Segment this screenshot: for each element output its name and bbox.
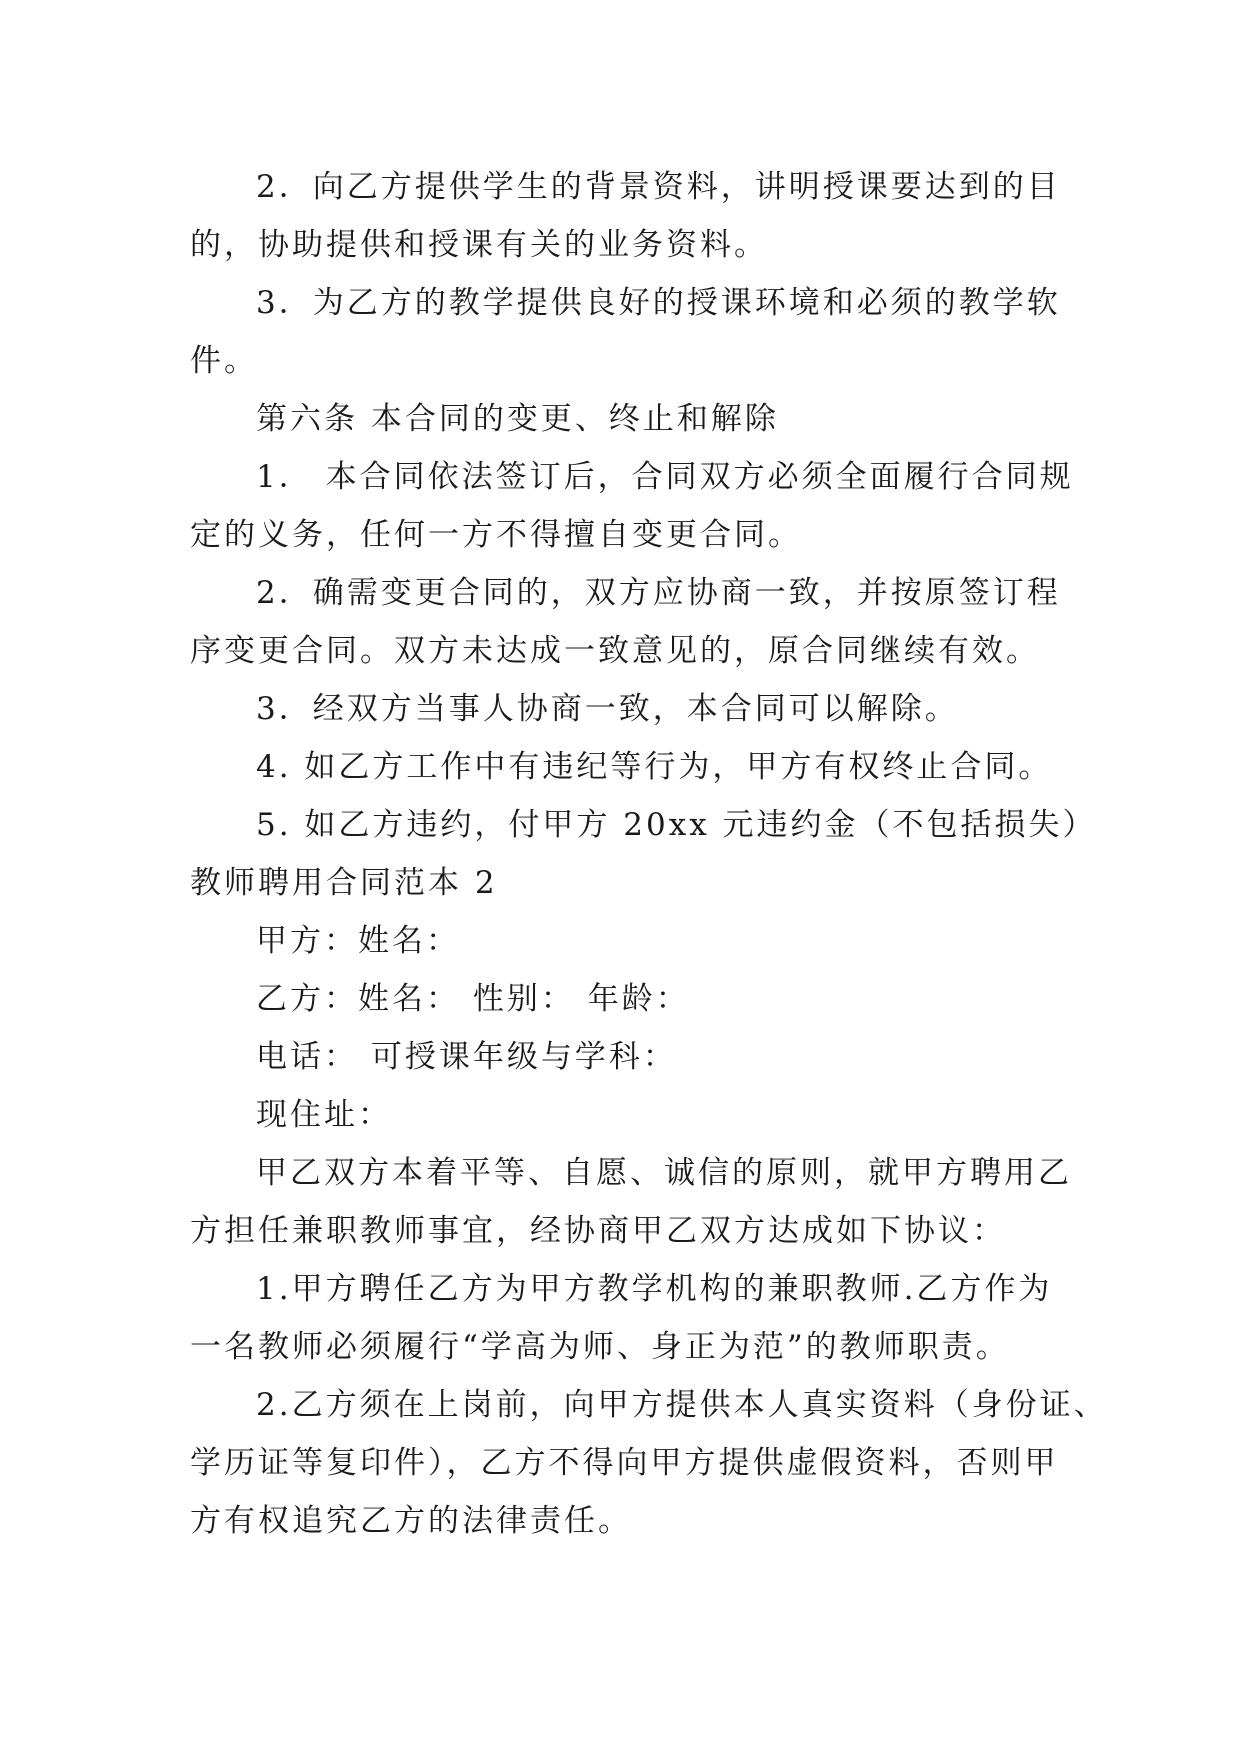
address-field: 现住址： [256, 1097, 392, 1133]
body-line: 甲乙双方本着平等、自愿、诚信的原则，就甲方聘用乙 [256, 1155, 1072, 1191]
body-line: 方有权追究乙方的法律责任。 [190, 1503, 632, 1539]
body-line: 2．向乙方提供学生的背景资料，讲明授课要达到的目 [256, 169, 1061, 205]
section-heading: 第六条 本合同的变更、终止和解除 [256, 401, 779, 437]
body-line: 5. 如乙方违约，付甲方 20xx 元违约金（不包括损失） [256, 807, 1097, 843]
body-line: 件。 [190, 343, 258, 379]
body-line: 3．为乙方的教学提供良好的授课环境和必须的教学软 [256, 285, 1061, 321]
document-body [190, 158, 1108, 1550]
body-line: 序变更合同。双方未达成一致意见的，原合同继续有效。 [190, 633, 1040, 669]
body-line: 1.甲方聘任乙方为甲方教学机构的兼职教师.乙方作为 [256, 1271, 1053, 1307]
body-line: 1． 本合同依法签订后，合同双方必须全面履行合同规 [256, 459, 1074, 495]
party-a-field: 甲方：姓名： [256, 923, 460, 959]
body-line: 定的义务，任何一方不得擅自变更合同。 [190, 517, 802, 553]
party-b-field: 乙方：姓名： 性别： 年龄： [256, 981, 690, 1017]
body-line: 2．确需变更合同的，双方应协商一致，并按原签订程 [256, 575, 1061, 611]
body-line: 2.乙方须在上岗前，向甲方提供本人真实资料（身份证、 [256, 1387, 1108, 1423]
body-line: 方担任兼职教师事宜，经协商甲乙双方达成如下协议： [190, 1213, 1006, 1249]
body-line: 的，协助提供和授课有关的业务资料。 [190, 227, 768, 263]
body-line: 4. 如乙方工作中有违纪等行为，甲方有权终止合同。 [256, 749, 1053, 785]
body-line: 学历证等复印件），乙方不得向甲方提供虚假资料，否则甲 [190, 1445, 1059, 1481]
body-line: 3．经双方当事人协商一致，本合同可以解除。 [256, 691, 959, 727]
document-title: 教师聘用合同范本 2 [190, 865, 498, 901]
phone-field: 电话： 可授课年级与学科： [256, 1039, 677, 1075]
body-line: 一名教师必须履行“学高为师、身正为范”的教师职责。 [190, 1329, 1010, 1365]
